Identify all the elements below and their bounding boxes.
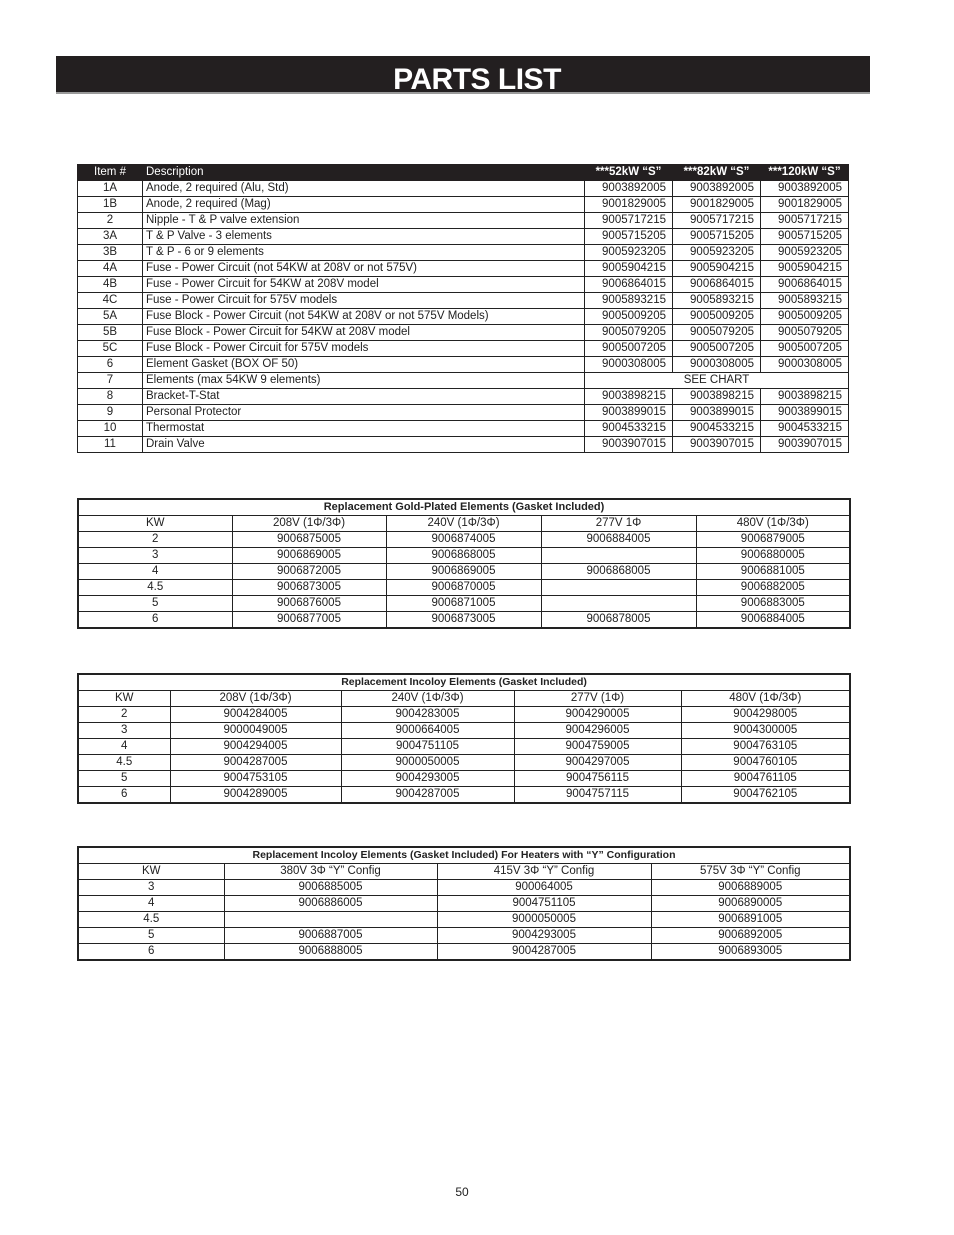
item-number: 1A [78,181,143,197]
part-number-82kw: 9003892005 [673,181,761,197]
y-config-elements-table [77,846,851,961]
kw-value: 6 [78,612,232,629]
column-header: KW [78,691,170,707]
part-number: 9004762105 [681,787,850,804]
part-number-82kw: 9005904215 [673,261,761,277]
gold-elements-table [77,498,851,629]
part-number-82kw: 9005893215 [673,293,761,309]
kw-value: 6 [78,787,170,804]
part-number: 9004293005 [341,771,514,787]
item-description: Thermostat [143,421,585,437]
kw-value: 4 [78,739,170,755]
header-52kw: ***52kW “S” [585,165,673,181]
part-number: 9006878005 [541,612,696,629]
part-number: 9004287005 [437,944,651,961]
item-number: 1B [78,197,143,213]
part-number [541,548,696,564]
part-number: 9006869005 [232,548,386,564]
table-row [78,341,849,357]
item-description: Fuse - Power Circuit for 575V models [143,293,585,309]
part-number: 9000049005 [170,723,341,739]
item-description: T & P Valve - 3 elements [143,229,585,245]
caption-row [78,674,850,691]
kw-value: 4.5 [78,580,232,596]
table-row [78,787,850,804]
part-number [224,912,437,928]
part-number: 9006873005 [232,580,386,596]
item-number: 5B [78,325,143,341]
part-number: 9004300005 [681,723,850,739]
part-number: 9006890005 [651,896,850,912]
part-number: 9004761105 [681,771,850,787]
part-number-82kw: 9003899015 [673,405,761,421]
part-number-52kw: 9000308005 [585,357,673,373]
item-number: 8 [78,389,143,405]
table-row [78,245,849,261]
part-number: 9000050005 [341,755,514,771]
column-header: KW [78,864,224,880]
part-number: 9006883005 [696,596,850,612]
part-number: 900064005 [437,880,651,896]
part-number-52kw: 9001829005 [585,197,673,213]
column-header: 480V (1Φ/3Φ) [696,516,850,532]
table-row [78,612,850,629]
column-header: 208V (1Φ/3Φ) [170,691,341,707]
table-row [78,928,850,944]
part-number: 9004751105 [341,739,514,755]
kw-value: 4.5 [78,755,170,771]
part-number-120kw: 9005904215 [761,261,849,277]
item-number: 4B [78,277,143,293]
part-number: 9006876005 [232,596,386,612]
table-row [78,755,850,771]
kw-value: 3 [78,880,224,896]
part-number-52kw: 9003899015 [585,405,673,421]
item-description: Bracket-T-Stat [143,389,585,405]
part-number-120kw: 9000308005 [761,357,849,373]
parts-table [77,164,849,453]
table-row [78,181,849,197]
table-row [78,437,849,453]
caption-row [78,499,850,516]
part-number-82kw: 9005717215 [673,213,761,229]
item-description: Anode, 2 required (Mag) [143,197,585,213]
table-row [78,373,849,389]
part-number: 9004287005 [341,787,514,804]
page-title: PARTS LIST [393,63,561,96]
table-row [78,293,849,309]
header-row [78,516,850,532]
header-item: Item # [78,165,143,181]
kw-value: 2 [78,707,170,723]
item-description: Elements (max 54KW 9 elements) [143,373,585,389]
part-number: 9004753105 [170,771,341,787]
part-number-82kw: 9005923205 [673,245,761,261]
item-number: 7 [78,373,143,389]
part-number: 9006874005 [386,532,541,548]
header-row [78,864,850,880]
table-row [78,880,850,896]
part-number-82kw: 9003898215 [673,389,761,405]
table-row [78,723,850,739]
item-description: Drain Valve [143,437,585,453]
part-number: 9004284005 [170,707,341,723]
column-header: 480V (1Φ/3Φ) [681,691,850,707]
item-description: Anode, 2 required (Alu, Std) [143,181,585,197]
part-number-120kw: 9003892005 [761,181,849,197]
column-header: 575V 3Φ “Y” Config [651,864,850,880]
item-number: 11 [78,437,143,453]
part-number-120kw: 9003907015 [761,437,849,453]
page-number: 50 [455,1185,469,1199]
gold-body [78,499,850,628]
part-number: 9006887005 [224,928,437,944]
see-chart-note: SEE CHART [585,373,849,389]
part-number: 9006871005 [386,596,541,612]
item-number: 4C [78,293,143,309]
part-number: 9006869005 [386,564,541,580]
part-number: 9006892005 [651,928,850,944]
part-number: 9006882005 [696,580,850,596]
part-number: 9006875005 [232,532,386,548]
part-number-82kw: 9000308005 [673,357,761,373]
part-number: 9004296005 [514,723,681,739]
item-description: Nipple - T & P valve extension [143,213,585,229]
part-number-82kw: 9005079205 [673,325,761,341]
part-number: 9006889005 [651,880,850,896]
part-number-52kw: 9005715205 [585,229,673,245]
item-number: 4A [78,261,143,277]
table-row [78,771,850,787]
item-description: Personal Protector [143,405,585,421]
parts-header-row [78,165,849,181]
part-number-52kw: 9005007205 [585,341,673,357]
part-number: 9006893005 [651,944,850,961]
part-number: 9004756115 [514,771,681,787]
part-number: 9006885005 [224,880,437,896]
table-row [78,896,850,912]
kw-value: 2 [78,532,232,548]
column-header: 240V (1Φ/3Φ) [341,691,514,707]
part-number: 9006872005 [232,564,386,580]
part-number: 9006877005 [232,612,386,629]
part-number-52kw: 9004533215 [585,421,673,437]
table-row [78,707,850,723]
part-number: 9006870005 [386,580,541,596]
part-number-52kw: 9005079205 [585,325,673,341]
item-number: 3B [78,245,143,261]
table-row [78,739,850,755]
part-number: 9000050005 [437,912,651,928]
header-description: Description [143,165,585,181]
table-row [78,405,849,421]
part-number-120kw: 9005715205 [761,229,849,245]
part-number: 9006884005 [696,612,850,629]
item-number: 3A [78,229,143,245]
part-number: 9006868005 [541,564,696,580]
gold-caption: Replacement Gold-Plated Elements (Gasket Included) [78,499,850,516]
column-header: 208V (1Φ/3Φ) [232,516,386,532]
kw-value: 4 [78,896,224,912]
table-row [78,389,849,405]
part-number-52kw: 9005717215 [585,213,673,229]
header-82kw: ***82kW “S” [673,165,761,181]
part-number: 9004287005 [170,755,341,771]
part-number: 9004294005 [170,739,341,755]
part-number-82kw: 9004533215 [673,421,761,437]
part-number-52kw: 9003898215 [585,389,673,405]
part-number-82kw: 9006864015 [673,277,761,293]
table-row [78,944,850,961]
kw-value: 5 [78,596,232,612]
table-row [78,532,850,548]
kw-value: 4 [78,564,232,580]
kw-value: 4.5 [78,912,224,928]
part-number-120kw: 9006864015 [761,277,849,293]
part-number-120kw: 9005893215 [761,293,849,309]
table-row [78,277,849,293]
item-number: 10 [78,421,143,437]
part-number: 9006873005 [386,612,541,629]
table-row [78,912,850,928]
part-number: 9006888005 [224,944,437,961]
column-header: 277V 1Φ [541,516,696,532]
part-number-52kw: 9005904215 [585,261,673,277]
part-number-120kw: 9005079205 [761,325,849,341]
y-config-body [78,847,850,960]
incoloy-body [78,674,850,803]
part-number-52kw: 9005893215 [585,293,673,309]
part-number: 9004297005 [514,755,681,771]
header-120kw: ***120kW “S” [761,165,849,181]
column-header: KW [78,516,232,532]
part-number-82kw: 9003907015 [673,437,761,453]
table-row [78,197,849,213]
part-number: 9004283005 [341,707,514,723]
part-number: 9004751105 [437,896,651,912]
table-row [78,357,849,373]
table-row [78,213,849,229]
column-header: 380V 3Φ “Y” Config [224,864,437,880]
item-description: Fuse - Power Circuit for 54KW at 208V model [143,277,585,293]
item-number: 6 [78,357,143,373]
part-number: 9006884005 [541,532,696,548]
table-row [78,421,849,437]
table-row [78,596,850,612]
part-number-120kw: 9001829005 [761,197,849,213]
kw-value: 3 [78,548,232,564]
part-number: 9004760105 [681,755,850,771]
table-row [78,261,849,277]
table-row [78,309,849,325]
kw-value: 5 [78,928,224,944]
part-number-82kw: 9005009205 [673,309,761,325]
item-description: Fuse Block - Power Circuit for 575V models [143,341,585,357]
part-number: 9004759005 [514,739,681,755]
part-number: 9006891005 [651,912,850,928]
table-row [78,580,850,596]
item-description: Fuse - Power Circuit (not 54KW at 208V or not 575V) [143,261,585,277]
item-number: 5C [78,341,143,357]
incoloy-elements-table [77,673,851,804]
part-number-120kw: 9005717215 [761,213,849,229]
part-number-120kw: 9005009205 [761,309,849,325]
part-number: 9006868005 [386,548,541,564]
item-description: Fuse Block - Power Circuit (not 54KW at 208V or not 575V Models) [143,309,585,325]
part-number-52kw: 9006864015 [585,277,673,293]
item-description: Fuse Block - Power Circuit for 54KW at 208V model [143,325,585,341]
item-number: 5A [78,309,143,325]
part-number: 9006886005 [224,896,437,912]
part-number-52kw: 9005009205 [585,309,673,325]
item-number: 9 [78,405,143,421]
part-number: 9006879005 [696,532,850,548]
part-number-120kw: 9003899015 [761,405,849,421]
part-number: 9004763105 [681,739,850,755]
item-description: Element Gasket (BOX OF 50) [143,357,585,373]
kw-value: 3 [78,723,170,739]
part-number-82kw: 9005715205 [673,229,761,245]
part-number: 9004289005 [170,787,341,804]
column-header: 277V (1Φ) [514,691,681,707]
incoloy-caption: Replacement Incoloy Elements (Gasket Included) [78,674,850,691]
table-row [78,548,850,564]
parts-body [78,181,849,453]
table-row [78,229,849,245]
part-number: 9006881005 [696,564,850,580]
item-description: T & P - 6 or 9 elements [143,245,585,261]
column-header: 415V 3Φ “Y” Config [437,864,651,880]
part-number-120kw: 9005007205 [761,341,849,357]
part-number: 9004298005 [681,707,850,723]
caption-row [78,847,850,864]
part-number: 9004293005 [437,928,651,944]
part-number-52kw: 9003907015 [585,437,673,453]
part-number-82kw: 9005007205 [673,341,761,357]
part-number [541,580,696,596]
item-number: 2 [78,213,143,229]
part-number: 9006880005 [696,548,850,564]
part-number [541,596,696,612]
part-number-120kw: 9005923205 [761,245,849,261]
header-row [78,691,850,707]
column-header: 240V (1Φ/3Φ) [386,516,541,532]
kw-value: 6 [78,944,224,961]
table-row [78,564,850,580]
part-number: 9004290005 [514,707,681,723]
part-number: 9004757115 [514,787,681,804]
y-config-caption: Replacement Incoloy Elements (Gasket Included) For Heaters with “Y” Configuration [78,847,850,864]
table-row [78,325,849,341]
part-number-120kw: 9003898215 [761,389,849,405]
part-number: 9000664005 [341,723,514,739]
kw-value: 5 [78,771,170,787]
part-number-52kw: 9003892005 [585,181,673,197]
part-number-52kw: 9005923205 [585,245,673,261]
part-number-82kw: 9001829005 [673,197,761,213]
part-number-120kw: 9004533215 [761,421,849,437]
